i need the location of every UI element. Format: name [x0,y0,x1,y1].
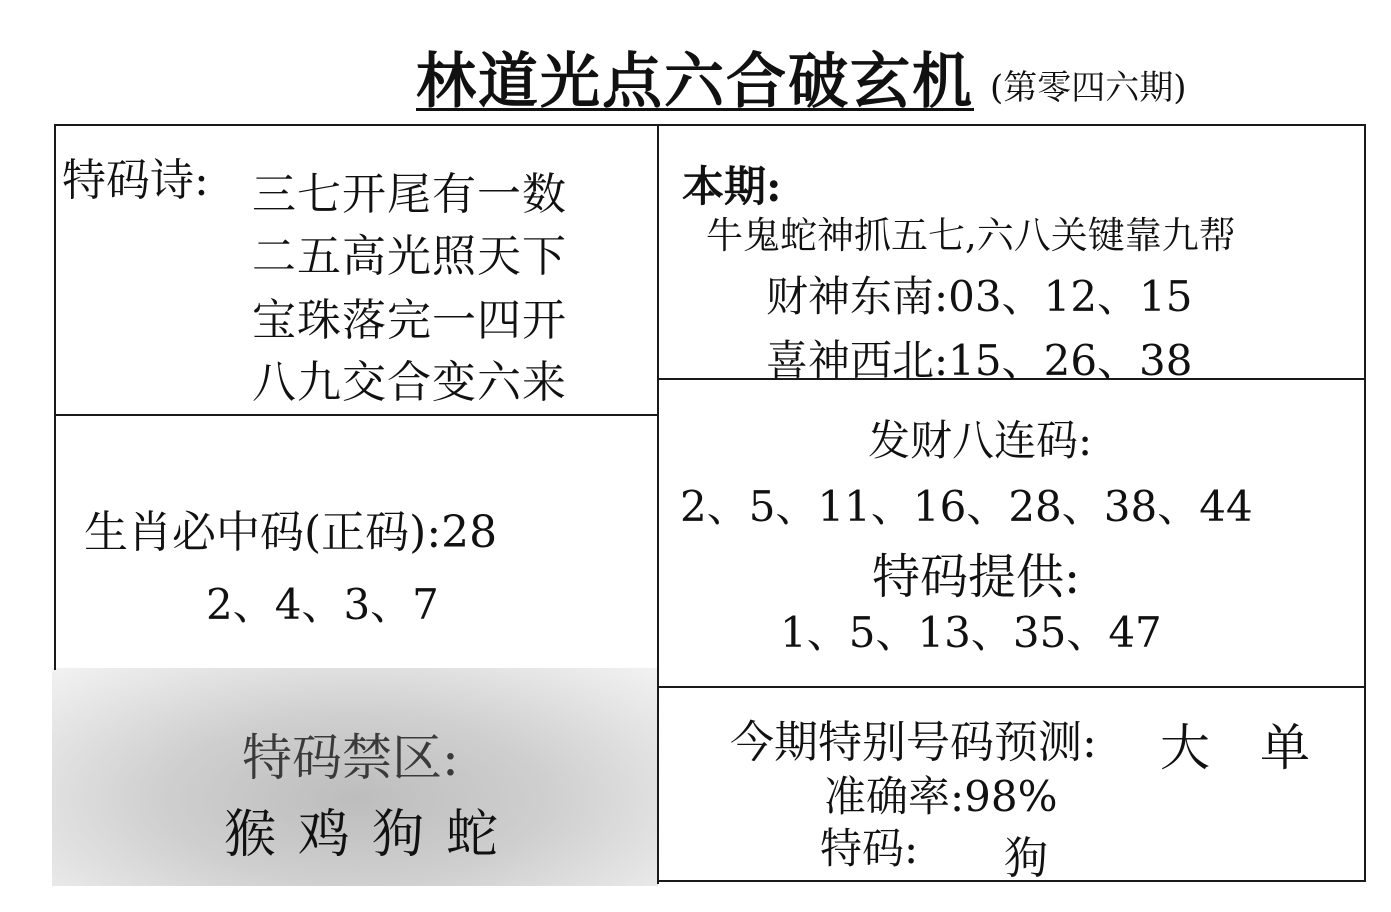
special-code-value: 狗 [1004,833,1048,884]
this-period-label: 本期: [682,162,782,211]
poem-label: 特码诗: [62,155,209,206]
frame-right [1364,124,1366,882]
frame-top [54,124,1366,126]
accuracy-text: 准确率:98% [824,772,1058,821]
frame-left [54,124,56,670]
forbidden-animals: 猴鸡狗蛇 [224,805,521,865]
this-period-sentence: 牛鬼蛇神抓五七,六八关键靠九帮 [706,214,1236,257]
joy-god-numbers: 喜神西北:15、26、38 [766,336,1193,385]
page-title: 林道光点六合破玄机 [416,47,974,117]
prediction-value: 大单 [1160,719,1360,777]
frame-left-divider [54,414,658,416]
poem-line-3: 宝珠落完一四开 [252,295,567,346]
fortune-eight-label: 发财八连码: [868,416,1093,465]
special-provide-label: 特码提供: [872,549,1081,605]
poem-line-1: 三七开尾有一数 [252,169,567,220]
poem-line-4: 八九交合变六来 [252,357,567,408]
poem-line-2: 二五高光照天下 [252,231,567,282]
fortune-eight-numbers: 2、5、11、16、28、38、44 [680,482,1253,531]
frame-center [657,124,659,884]
prediction-label: 今期特别号码预测: [730,717,1097,768]
wealth-god-numbers: 财神东南:03、12、15 [766,272,1193,321]
zodiac-must-numbers: 2、4、3、7 [206,580,439,629]
zodiac-must-label: 生肖必中码(正码):28 [84,507,498,558]
issue-number: (第零四六期) [990,68,1187,108]
forbidden-label: 特码禁区: [242,729,459,787]
special-provide-numbers: 1、5、13、35、47 [780,608,1162,657]
special-code-label: 特码: [820,824,919,873]
frame-right-divider-2 [658,686,1366,688]
